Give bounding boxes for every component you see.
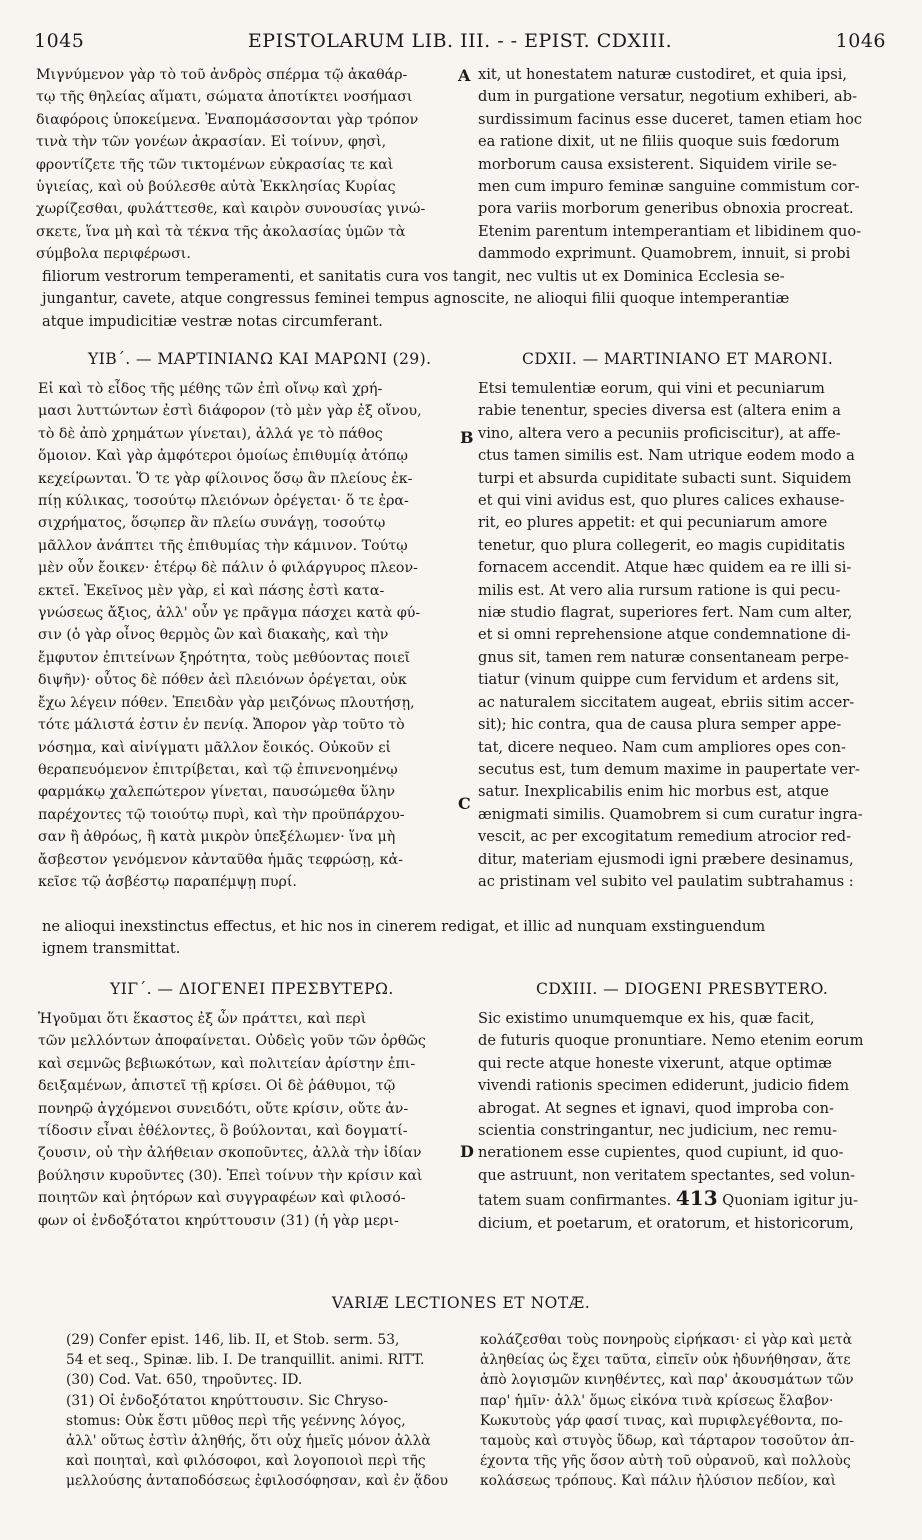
text-line: Etenim parentum intemperantiam et libidinem quo- xyxy=(478,222,862,240)
letter-413-latin-column xyxy=(478,1008,886,1235)
text-fragment: tatem suam confirmantes. xyxy=(478,1192,672,1210)
text-line: μὲν οὖν ἔοικεν· ἑτέρῳ δὲ πάλιν ὁ φιλάργυρος πλεον- xyxy=(38,560,418,577)
text-line: surdissimum facinus esse duceret, tamen etiam hoc xyxy=(478,110,863,128)
text-line: pora variis morborum generibus obnoxia procreat. xyxy=(478,200,854,218)
text-line: ditur, materiam ejusmodi igni præbere desinamus, xyxy=(478,850,854,868)
text-line: πονηρῷ ἀγχόμενοι συνειδότι, οὔτε κρίσιν, οὔτε ἀν- xyxy=(38,1100,409,1117)
text-line: τίδοσιν εἶναι ἐθέλοντες, ὃ βούλονται, καὶ δογματί- xyxy=(38,1123,408,1140)
text-line: διαφόροις ὑποκείμενα. Ἐναπομάσσονται γὰρ τρόπον xyxy=(36,111,419,128)
text-line: dum in purgatione versatur, negotium exhiberi, ab- xyxy=(478,88,858,106)
text-line: et si omni reprehensione atque condemnatione di- xyxy=(478,626,851,644)
text-line: gnus sit, tamen rem naturæ consentaneam perpe- xyxy=(478,648,849,666)
text-line: dicium, et poetarum, et oratorum, et historicorum, xyxy=(478,1214,854,1232)
text-line: que astruunt, non veritatem spectantes, sed volun- xyxy=(478,1166,856,1184)
text-line: ἄσβεστον γενόμενον κἀνταῦθα ἡμᾶς τεφρώσῃ, κἀ- xyxy=(38,851,403,868)
text-line: nerationem esse cupientes, quod cupiunt, id quo- xyxy=(478,1144,844,1162)
letter-413-greek-title: ΥΙΓ΄. — ΔΙΟΓΕΝΕΙ ΠΡΕΣΒΥΤΕΡΩ. xyxy=(110,980,394,998)
text-line: niæ studio flagrat, superiores fert. Nam cum alter, xyxy=(478,604,853,622)
text-line: vivendi rationis specimen ediderunt, judicio fidem xyxy=(478,1077,850,1095)
margin-letter-d: D xyxy=(460,1142,474,1161)
text-line: γνώσεως ἄξιος, ἀλλ' οὖν γε πρᾶγμα πάσχει κατὰ φύ- xyxy=(38,605,421,622)
text-line: φων οἱ ἐνδοξότατοι κηρύττουσιν (31) (ἡ γὰρ μερι- xyxy=(38,1212,399,1229)
text-line: ac naturalem siccitatem augeat, ebriis sitim accer- xyxy=(478,693,855,711)
text-line: τὸ δὲ ἀπὸ χρημάτων γίνεται), ἀλλά γε τὸ πάθος xyxy=(38,425,383,442)
text-line: ποιητῶν καὶ ῥητόρων καὶ συγγραφέων καὶ φιλοσό- xyxy=(38,1190,406,1207)
text-line: βούλησιν κυροῦντες (30). Ἐπεὶ τοίνυν τὴν κρίσιν καὶ xyxy=(38,1167,423,1184)
note-line: 54 et seq., Spinæ. lib. I. De tranquillit. animi. RITT. xyxy=(66,1352,425,1369)
text-line: morborum causa exsisterent. Siquidem virile se- xyxy=(478,155,837,173)
text-line: σιν (ὁ γὰρ οἶνος θερμὸς ὢν καὶ διακαὴς, καὶ τὴν xyxy=(38,627,389,644)
text-line: jungantur, cavete, atque congressus feminei tempus agnoscite, ne alioqui filii quoque intemperantiæ xyxy=(42,290,790,308)
text-line: εκτεῖ. Ἐκεῖνος μὲν γὰρ, εἰ καὶ πάσης ἐστὶ κατα- xyxy=(38,582,385,599)
margin-letter-b: B xyxy=(460,428,474,447)
text-line: τινὰ τὴν τῶν γονέων ἀκρασίαν. Εἰ τοίνυν, φησὶ, xyxy=(36,134,387,151)
note-line: (30) Cod. Vat. 650, τηροῦντες. ID. xyxy=(66,1372,303,1389)
text-line: satur. Inexplicabilis enim hic morbus est, atque xyxy=(478,783,829,801)
note-line: stomus: Οὐκ ἔστι μῦθος περὶ τῆς γεέννης λόγος, xyxy=(66,1412,406,1429)
note-line: έχοντα τῆς γῆς ὅσον αὐτὴ τοῦ οὐρανοῦ, καὶ πολλοὺς xyxy=(480,1453,851,1470)
text-line: ὅμοιον. Καὶ γὰρ ἀμφότεροι ὁμοίως ἐπιθυμίᾳ ἀτόπῳ xyxy=(38,448,408,465)
text-line xyxy=(478,1187,886,1212)
letter-412-latin-column xyxy=(478,378,886,893)
intro-full-width-text xyxy=(42,266,884,333)
letter-412-greek-title: ΥΙΒ΄. — ΜΑΡΤΙΝΙΑΝΩ ΚΑΙ ΜΑΡΩΝΙ (29). xyxy=(88,350,432,368)
text-line: ne alioqui inexstinctus effectus, et hic nos in cinerem redigat, et illic ad nunquam exstinguendum xyxy=(42,918,766,935)
notes-title: VARIÆ LECTIONES ET NOTÆ. xyxy=(331,1294,591,1312)
text-line: διψῆν)· οὗτος δὲ πόθεν ἀεὶ πλειόνων ὀρέγεται, οὐκ xyxy=(38,672,407,689)
letter-413-latin-title: CDXIII. — DIOGENI PRESBYTERO. xyxy=(536,980,829,998)
text-line: ac pristinam vel subito vel paulatim subtrahamus : xyxy=(478,872,854,890)
running-title: EPISTOLARUM LIB. III. - - EPIST. CDXIII. xyxy=(247,30,673,52)
note-line: ἀπὸ λογισμῶν κινηθέντες, καὶ παρ' ἀκουσμάτων τῶν xyxy=(480,1372,854,1389)
text-line: sit); hic contra, qua de causa plura semper appe- xyxy=(478,716,842,734)
text-line: ignem transmittat. xyxy=(42,940,181,958)
page-number-right: 1046 xyxy=(835,30,886,52)
text-line: ἔχω λέγειν πόθεν. Ἐπειδὰν γὰρ μειζόνως πλουτήσῃ, xyxy=(38,694,415,711)
text-line: σύμβολα περιφέρωσι. xyxy=(36,246,191,263)
text-line: ea ratione dixit, ut ne filiis quoque suis fœdorum xyxy=(478,133,840,151)
text-line: vino, altera vero a pecuniis proficiscitur), at affe- xyxy=(478,424,841,442)
text-line: milis est. At vero alia rursum ratione is qui pecu- xyxy=(478,581,841,599)
letter-412-latin-title: CDXII. — MARTINIANO ET MARONI. xyxy=(522,350,834,368)
text-line: τῳ τῆς θηλείας αἵματι, σώματα ἀποτίκτει νοσήμασι xyxy=(36,89,413,106)
notes-right-column xyxy=(480,1330,890,1492)
text-line: σιχρήματος, ὅσῳπερ ἂν πλείω συνάγῃ, τοσούτῳ xyxy=(38,515,386,532)
text-line: Sic existimo unumquemque ex his, quæ facit, xyxy=(478,1010,815,1027)
text-line: νόσημα, καὶ αἰνίγματι μᾶλλον ἔοικός. Οὐκοῦν εἰ xyxy=(38,739,392,756)
text-line: φαρμάκῳ χαλεπώτερον γίνεται, παυσώμεθα ὕλην xyxy=(38,784,395,801)
letter-413-greek-column xyxy=(38,1008,458,1232)
text-line: xit, ut honestatem naturæ custodiret, et quia ipsi, xyxy=(478,66,848,83)
text-line: δειξαμένων, ἀπιστεῖ τῇ κρίσει. Οἱ δὲ ῥάθυμοι, τῷ xyxy=(38,1078,396,1095)
note-line: ταμοὺς καὶ στυγὸς ὕδωρ, καὶ τάρταρον τοσοῦτον ἀπ- xyxy=(480,1433,855,1450)
text-line: φροντίζετε τῆς τῶν τικτομένων εὐκρασίας τε καὶ xyxy=(36,156,394,173)
text-line: θεραπευόμενον ἐπιτρίβεται, καὶ τῷ ἐπινενοημένῳ xyxy=(38,761,398,778)
text-line: filiorum vestrorum temperamenti, et sanitatis cura vos tangit, nec vultis ut ex Dominica Ecclesia se- xyxy=(42,268,785,285)
text-line: rit, eo plures appetit: et qui pecuniarum amore xyxy=(478,514,828,532)
note-line: καὶ ποιηταὶ, καὶ φιλόσοφοι, καὶ λογοποιοὶ περὶ τῆς xyxy=(66,1453,426,1470)
text-line: Ἡγοῦμαι ὅτι ἕκαστος ἐξ ὧν πράττει, καὶ περὶ xyxy=(38,1011,367,1027)
text-line: atque impudicitiæ vestræ notas circumferant. xyxy=(42,312,383,330)
note-line: (29) Confer epist. 146, lib. II, et Stob. serm. 53, xyxy=(66,1332,400,1348)
text-line: vescit, ac per excogitatum remedium atrocior red- xyxy=(478,828,852,846)
text-line: τότε μάλιστά ἐστιν ἐν πενίᾳ. Ἄπορον γὰρ τοῦτο τὸ xyxy=(38,717,405,734)
text-line: ζουσιν, οὐ τὴν ἀλήθειαν σκοποῦντες, ἀλλὰ τὴν ἰδίαν xyxy=(38,1145,422,1162)
running-header xyxy=(34,30,886,58)
note-line: (31) Οἱ ἐνδοξότατοι κηρύττουσιν. Sic Chryso- xyxy=(66,1392,388,1409)
text-line: tiatur (vinum quippe cum fervidum et ardens sit, xyxy=(478,671,840,689)
letter-412-greek-column xyxy=(38,378,458,893)
text-line: turpi et absurda cupiditate subacti sunt. Siquidem xyxy=(478,469,852,487)
text-line: χωρίζεσθαι, φυλάττεσθε, καὶ καιρὸν συνουσίας γινώ- xyxy=(36,201,426,218)
text-line: et qui vini avidus est, quo plures calices exhause- xyxy=(478,492,845,510)
text-line: dammodo exprimunt. Quamobrem, innuit, si probi xyxy=(478,245,851,263)
text-line: tat, dicere nequeo. Nam cum ampliores opes con- xyxy=(478,738,846,756)
note-line: μελλούσης ἀνταποδόσεως ἐφιλοσόφησαν, καὶ ἐν ᾅδου xyxy=(66,1473,448,1490)
column-marker-413: 413 xyxy=(675,1186,718,1211)
margin-letter-c: C xyxy=(458,794,471,813)
notes-left-column xyxy=(66,1330,456,1492)
text-line: Εἰ καὶ τὸ εἶδος τῆς μέθης τῶν ἐπὶ οἴνῳ καὶ χρή- xyxy=(38,381,383,397)
letter-412-full-width-text xyxy=(42,916,884,961)
text-line: scientia constringantur, nec judicium, nec remu- xyxy=(478,1122,838,1140)
text-line: fornacem accendit. Atque hæc quidem ea re illi si- xyxy=(478,559,852,577)
text-line: tenetur, quo plura collegerit, eo magis cupiditatis xyxy=(478,536,845,554)
text-line: ænigmati similis. Quamobrem si cum curatur ingra- xyxy=(478,805,863,823)
text-line: Μιγνύμενον γὰρ τὸ τοῦ ἀνδρὸς σπέρμα τῷ ἀκαθάρ- xyxy=(36,67,408,83)
text-line: rabie tenentur, species diversa est (altera enim a xyxy=(478,402,841,420)
text-line: κεῖσε τῷ ἀσβέστῳ παραπέμψῃ πυρί. xyxy=(38,873,297,890)
text-line: καὶ σεμνῶς βεβιωκότων, καὶ πολιτείαν ἀρίστην ἐπι- xyxy=(38,1055,416,1072)
text-line: σαν ἢ ἀθρόως, ἢ κατὰ μικρὸν ὑπεξέλωμεν· ἵνα μὴ xyxy=(38,829,396,846)
text-fragment: Quoniam igitur ju- xyxy=(722,1192,859,1210)
note-line: ἀληθείας ὡς ἔχει ταῦτα, εἰπεῖν οὐκ ἠδυνήθησαν, ἅτε xyxy=(480,1352,851,1369)
note-line: παρ' ἡμῖν· ἀλλ' ὅμως εἰκόνα τινὰ κρίσεως ἔλαβον· xyxy=(480,1392,834,1409)
text-line: ἔμφυτον ἐπιτείνων ξηρότητα, τοὺς μεθύοντας ποιεῖ xyxy=(38,649,411,666)
text-line: qui recte atque honeste vixerunt, atque optimæ xyxy=(478,1054,832,1072)
text-line: abrogat. At segnes et ignavi, quod improba con- xyxy=(478,1099,834,1117)
text-line: secutus est, tum demum maxime in paupertate ver- xyxy=(478,760,860,778)
intro-latin-column xyxy=(478,64,886,266)
page-number-left: 1045 xyxy=(34,30,85,52)
text-line: ὑγιείας, καὶ οὐ βούλεσθε αὐτὰ Ἐκκλησίας Κυρίας xyxy=(36,179,396,196)
text-line: τῶν μελλόντων ἀποφαίνεται. Οὐδεὶς γοῦν τῶν ὀρθῶς xyxy=(38,1033,426,1050)
text-line: Etsi temulentiæ eorum, qui vini et pecuniarum xyxy=(478,380,825,397)
note-line: κολάζεσθαι τοὺς πονηροὺς εἰρήκασι· εἰ γὰρ καὶ μετὰ xyxy=(480,1332,853,1348)
note-line: ἀλλ' οὕτως ἐστὶν ἀληθής, ὅτι οὐχ ἡμεῖς μόνον ἀλλὰ xyxy=(66,1433,431,1450)
text-line: μᾶλλον ἀνάπτει τῆς ἐπιθυμίας τὴν κάμινον. Τούτῳ xyxy=(38,537,408,554)
text-line: παρέχοντες τῷ τοιούτῳ πυρὶ, καὶ τὴν προϋπάρχου- xyxy=(38,806,405,823)
text-line: ctus tamen similis est. Nam utrique eodem modo a xyxy=(478,447,855,465)
note-line: Κωκυτοὺς γάρ φασί τινας, καὶ πυριφλεγέθοντα, πο- xyxy=(480,1412,843,1429)
text-line: σκετε, ἵνα μὴ καὶ τὰ τέκνα τῆς ἀκολασίας ὑμῶν τὰ xyxy=(36,223,406,240)
text-line: κεχείρωνται. Ὅ τε γὰρ φίλοινος ὅσῳ ἂν πλείους ἐκ- xyxy=(38,470,413,487)
text-line: men cum impuro feminæ sanguine commistum cor- xyxy=(478,178,860,196)
margin-letter-a: A xyxy=(458,66,471,85)
intro-greek-column xyxy=(36,64,458,266)
text-line: de futuris quoque pronuntiare. Nemo etenim eorum xyxy=(478,1032,864,1050)
text-line: μασι λυττώντων ἐστὶ διάφορον (τὸ μὲν γὰρ ἐξ οἴνου, xyxy=(38,403,422,420)
note-line: κολάσεως τρόπους. Καὶ πάλιν ἠλύσιον πεδίον, καὶ xyxy=(480,1473,837,1490)
text-line: πίῃ κύλικας, τοσούτῳ πλειόνων ὀρέγεται· ὅ τε ἐρα- xyxy=(38,493,409,510)
